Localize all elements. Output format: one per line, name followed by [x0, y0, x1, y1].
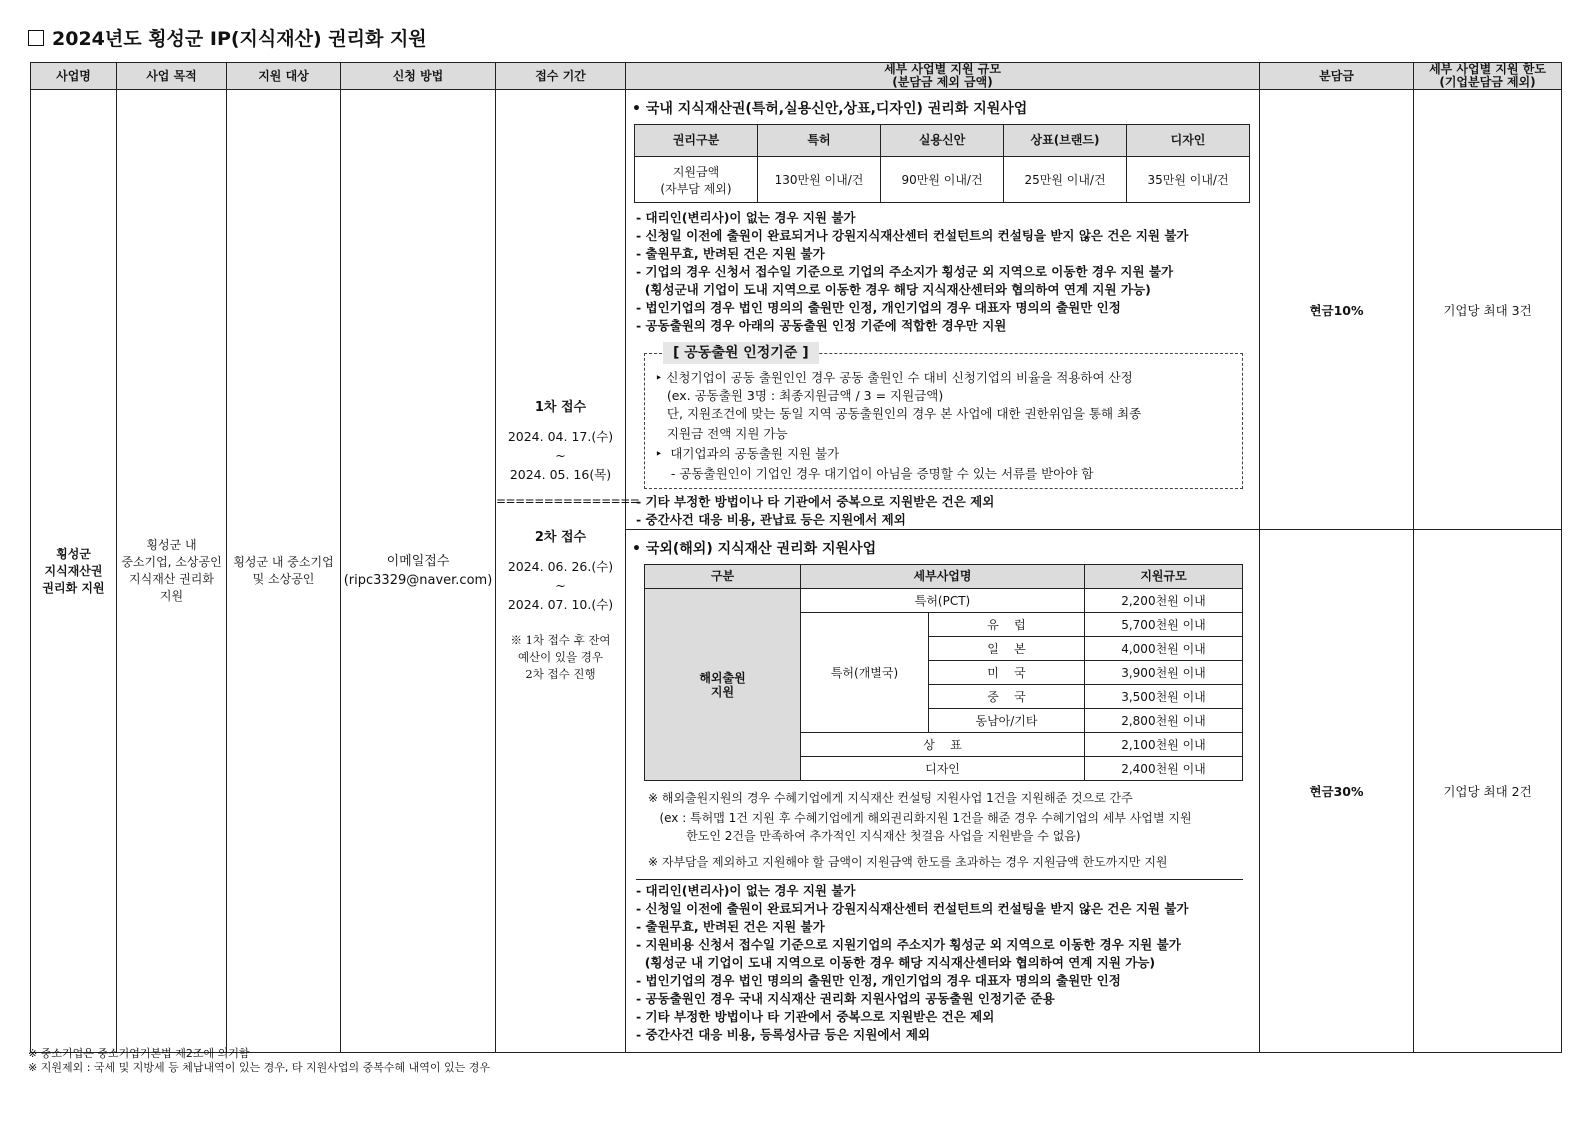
period-note-line2: 예산이 있을 경우: [517, 650, 604, 665]
domestic-notes: [636, 209, 1259, 335]
domestic-note: (횡성군내 기업이 도내 지역으로 이동한 경우 해당 지식재산센터와 협의하여 연계 지원 가능): [636, 282, 1151, 298]
target-line1: 횡성군 내 중소기업: [233, 555, 334, 570]
criteria-line: ‣ 대기업과의 공동출원 지원 불가: [655, 446, 840, 462]
criteria-label: [ 공동출원 인정기준 ]: [663, 342, 819, 364]
period2-start: 2024. 06. 26.(수): [507, 559, 614, 575]
method-line1: 이메일접수: [386, 554, 450, 570]
purpose-line1: 횡성군 내: [146, 538, 197, 553]
domestic-th-2: 실용신안: [881, 125, 1004, 157]
header-limit-line1: 세부 사업별 지원 한도: [1429, 62, 1546, 76]
criteria-line: - 공동출원인이 기업인 경우 대기업이 아님을 증명할 수 있는 서류를 받아야 함: [655, 466, 1094, 482]
period1-start: 2024. 04. 17.(수): [507, 429, 614, 445]
overseas-note: - 지원비용 신청서 접수일 기준으로 지원기업의 주소지가 횡성군 외 지역으로 이동한 경우 지원 불가: [636, 937, 1181, 953]
period1-tilde: ~: [555, 448, 566, 464]
header-row: [31, 63, 1562, 90]
overseas-small-note: ※ 자부담을 제외하고 지원해야 할 금액이 지원금액 한도를 초과하는 경우 지원금액 한도까지만 지원: [648, 855, 1168, 870]
overseas-section: [626, 530, 1260, 1053]
header-method: 신청 방법: [341, 63, 496, 90]
domestic-amount-design: 35만원 이내/건: [1127, 157, 1250, 203]
overseas-th-category: 구분: [645, 565, 801, 589]
overseas-note: - 신청일 이전에 출원이 완료되거나 강원지식재산센터 컨설턴트의 컨설팅을 받지 않은 건은 지원 불가: [636, 901, 1189, 917]
overseas-limit: 기업당 최대 2건: [1414, 530, 1562, 1053]
support-table: [30, 62, 1562, 1053]
overseas-note: - 출원무효, 반려된 건은 지원 불가: [636, 919, 825, 935]
domestic-note: - 출원무효, 반려된 건은 지원 불가: [636, 246, 825, 262]
business-name-line2: 지식재산권: [44, 563, 103, 578]
overseas-note: - 법인기업의 경우 법인 명의의 출원만 인정, 개인기업의 경우 대표자 명의의 출원만 인정: [636, 973, 1121, 989]
period1-end: 2024. 05. 16(목): [509, 467, 612, 483]
business-name-line1: 횡성군: [56, 546, 91, 561]
domestic-note: - 기업의 경우 신청서 접수일 기준으로 기업의 주소지가 횡성군 외 지역으로 이동한 경우 지원 불가: [636, 264, 1174, 280]
overseas-design: 디자인: [801, 757, 1085, 781]
criteria-line: 단, 지원조건에 맞는 동일 지역 공동출원인의 경우 본 사업에 대한 권한위임을 통해 최종: [655, 406, 1142, 422]
overseas-th-name: 세부사업명: [801, 565, 1085, 589]
category-line1: 해외출원: [699, 670, 746, 685]
business-purpose: [117, 90, 227, 1053]
criteria-line: (ex. 공동출원 3명 : 최종지원금액 / 3 = 지원금액): [655, 388, 944, 404]
overseas-design-amount: 2,400천원 이내: [1085, 757, 1243, 781]
row-label-line1: 지원금액: [672, 164, 720, 179]
country-name: 미 국: [929, 661, 1085, 685]
footer-note: ※ 중소기업은 중소기업기본법 제2조에 의거함: [28, 1047, 250, 1060]
overseas-small-note: ※ 해외출원지원의 경우 수혜기업에게 지식재산 컨설팅 지원사업 1건을 지원해준 것으로 간주: [648, 791, 1133, 806]
checkbox-square-icon: [28, 30, 44, 46]
business-name-line3: 권리화 지원: [42, 580, 105, 595]
period2-end: 2024. 07. 10.(수): [507, 597, 614, 613]
header-limit: [1414, 63, 1562, 90]
overseas-small-note: 한도인 2건을 만족하여 추가적인 지식재산 첫걸음 사업을 지원받을 수 없음): [648, 829, 1081, 844]
domestic-limit: 기업당 최대 3건: [1414, 90, 1562, 530]
overseas-title: • 국외(해외) 지식재산 권리화 지원사업: [632, 541, 877, 558]
support-target: [227, 90, 341, 1053]
domestic-note: - 기타 부정한 방법이나 타 기관에서 중복으로 지원받은 건은 제외: [636, 494, 995, 510]
period-note: [496, 632, 625, 683]
overseas-notes: [636, 882, 1259, 1044]
domestic-row-label: [635, 157, 758, 203]
header-share: 분담금: [1260, 63, 1414, 90]
criteria-line: 지원금 전액 지원 가능: [655, 426, 788, 442]
country-amount: 5,700천원 이내: [1085, 613, 1243, 637]
overseas-share: 현금30%: [1260, 530, 1414, 1053]
country-name: 유 럽: [929, 613, 1085, 637]
overseas-th-scale: 지원규모: [1085, 565, 1243, 589]
domestic-th-3: 상표(브랜드): [1004, 125, 1127, 157]
overseas-category: [645, 589, 801, 781]
domestic-amount-table: [634, 124, 1250, 203]
country-amount: 4,000천원 이내: [1085, 637, 1243, 661]
domestic-note: - 공동출원의 경우 아래의 공동출원 인정 기준에 적합한 경우만 지원: [636, 318, 1007, 334]
domestic-note: - 대리인(변리사)이 없는 경우 지원 불가: [636, 210, 856, 226]
page-title-text: 2024년도 횡성군 IP(지식재산) 권리화 지원: [52, 28, 427, 50]
country-name: 중 국: [929, 685, 1085, 709]
overseas-trademark-amount: 2,100천원 이내: [1085, 733, 1243, 757]
category-line2: 지원: [710, 684, 735, 699]
overseas-individual: 특허(개별국): [801, 613, 929, 733]
header-purpose: 사업 목적: [117, 63, 227, 90]
footer-notes: [28, 1047, 490, 1075]
purpose-line3: 지식재산 권리화: [129, 572, 214, 587]
overseas-note: - 대리인(변리사)이 없는 경우 지원 불가: [636, 883, 856, 899]
period2-tilde: ~: [555, 578, 566, 594]
overseas-note: - 공동출원인 경우 국내 지식재산 권리화 지원사업의 공동출원 인정기준 준용: [636, 991, 1055, 1007]
country-name: 일 본: [929, 637, 1085, 661]
overseas-amount-table: [644, 564, 1243, 781]
overseas-small-notes: [648, 787, 1249, 873]
period-divider: ===============: [496, 494, 640, 509]
domestic-note: - 중간사건 대응 비용, 관납료 등은 지원에서 제외: [636, 512, 906, 528]
header-scale-line1: 세부 사업별 지원 규모: [884, 62, 1001, 76]
domestic-notes-after: [636, 493, 1259, 529]
overseas-trademark: 상 표: [801, 733, 1085, 757]
period2-title: 2차 접수: [534, 530, 587, 546]
page-title: [28, 24, 427, 51]
domestic-section: [626, 90, 1260, 530]
apply-period: [496, 90, 640, 1053]
header-scale-line2: (분담금 제외 금액): [892, 75, 993, 90]
overseas-note: - 기타 부정한 방법이나 타 기관에서 중복으로 지원받은 건은 제외: [636, 1009, 995, 1025]
country-name: 동남아/기타: [929, 709, 1085, 733]
business-name: [31, 90, 117, 1053]
overseas-pct: 특허(PCT): [801, 589, 1085, 613]
domestic-note: - 신청일 이전에 출원이 완료되거나 강원지식재산센터 컨설턴트의 컨설팅을 받지 않은 건은 지원 불가: [636, 228, 1189, 244]
domestic-amount-trademark: 25만원 이내/건: [1004, 157, 1127, 203]
header-scale: [626, 63, 1260, 90]
domestic-note: - 법인기업의 경우 법인 명의의 출원만 인정, 개인기업의 경우 대표자 명의의 출원만 인정: [636, 300, 1121, 316]
domestic-amount-utility: 90만원 이내/건: [881, 157, 1004, 203]
header-name: 사업명: [31, 63, 117, 90]
row-label-line2: (자부담 제외): [660, 181, 732, 196]
domestic-th-1: 특허: [758, 125, 881, 157]
header-target: 지원 대상: [227, 63, 341, 90]
country-amount: 2,800천원 이내: [1085, 709, 1243, 733]
target-line2: 및 소상공인: [252, 572, 315, 587]
domestic-amount-patent: 130만원 이내/건: [758, 157, 881, 203]
purpose-line4: 지원: [159, 589, 184, 604]
domestic-row: [31, 90, 1562, 530]
overseas-note: (횡성군 내 기업이 도내 지역으로 이동한 경우 해당 지식재산센터와 협의하여 연계 지원 가능): [636, 955, 1156, 971]
purpose-line2: 중소기업, 소상공인: [121, 555, 222, 570]
domestic-th-4: 디자인: [1127, 125, 1250, 157]
domestic-share: 현금10%: [1260, 90, 1414, 530]
domestic-title: • 국내 지식재산권(특허,실용신안,상표,디자인) 권리화 지원사업: [632, 101, 1028, 118]
overseas-small-note: (ex : 특허맵 1건 지원 후 수혜기업에게 해외권리화지원 1건을 해준 경우 수혜기업의 세부 사업별 지원: [648, 811, 1192, 826]
header-limit-line2: (기업분담금 제외): [1439, 75, 1536, 90]
overseas-note: - 중간사건 대응 비용, 등록성사금 등은 지원에서 제외: [636, 1027, 930, 1043]
email-address: (ripc3329@naver.com): [343, 573, 493, 589]
criteria-line: ‣ 신청기업이 공동 출원인인 경우 공동 출원인 수 대비 신청기업의 비율을 적용하여 산정: [655, 370, 1133, 386]
overseas-pct-amount: 2,200천원 이내: [1085, 589, 1243, 613]
period-note-line3: 2차 접수 진행: [525, 667, 596, 682]
country-amount: 3,500천원 이내: [1085, 685, 1243, 709]
joint-application-criteria: [644, 345, 1243, 489]
footer-note: ※ 지원제외 : 국세 및 지방세 등 체납내역이 있는 경우, 타 지원사업의 중복수혜 내역이 있는 경우: [28, 1061, 491, 1074]
header-period: 접수 기간: [496, 63, 626, 90]
country-amount: 3,900천원 이내: [1085, 661, 1243, 685]
period1-title: 1차 접수: [534, 400, 587, 416]
period-note-line1: ※ 1차 접수 후 잔여: [510, 633, 611, 648]
apply-method: [341, 90, 496, 1053]
domestic-th-0: 권리구분: [635, 125, 758, 157]
